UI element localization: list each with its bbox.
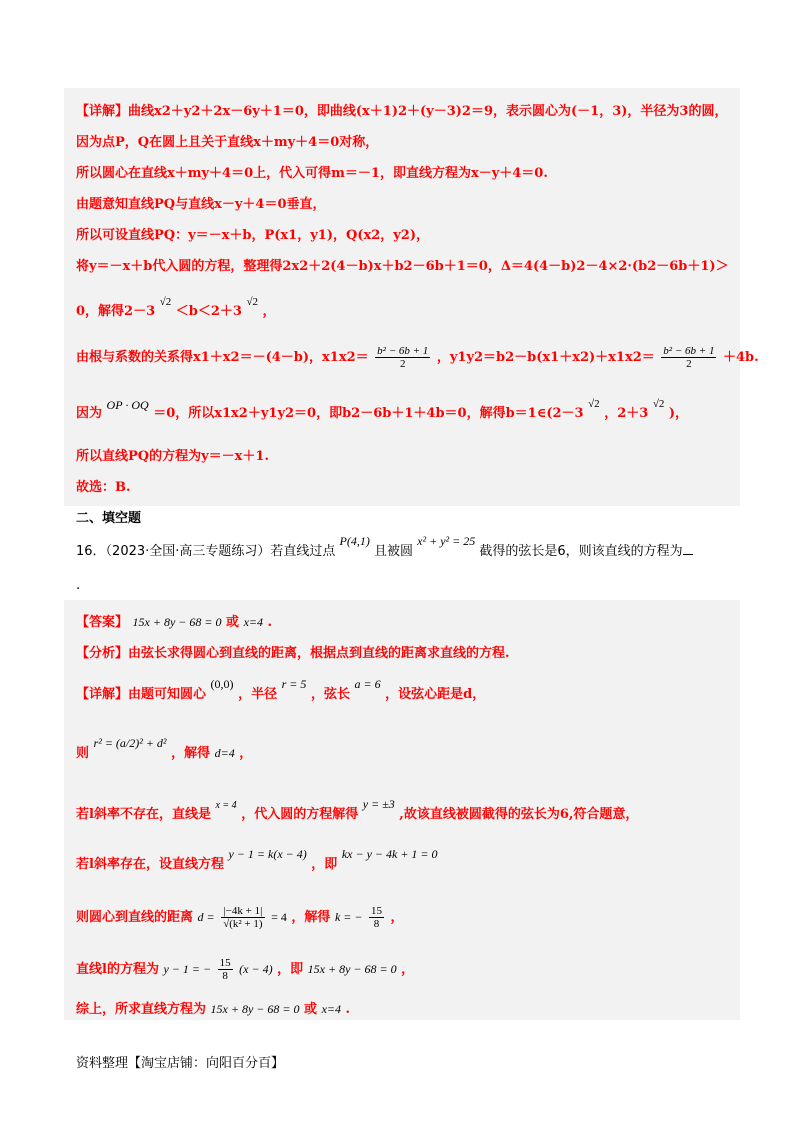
text-segment: ，解得 [171,746,211,761]
math-expression: y − 1 = − [163,962,212,976]
math-expression: 15x + 8y − 68 = 0 [307,962,397,976]
detail-line-2: 因为点P，Q在圆上且关于直线x＋my＋4＝0对称， [76,135,379,150]
question-16 [76,534,693,559]
sqrt-expression: √2 [652,398,665,410]
math-expression: x=4 [243,615,264,629]
text-segment: 若l斜率不存在，直线是 [76,807,211,822]
detail-line-10: 所以直线PQ的方程为y＝－x＋1. [76,449,269,464]
text-segment: )， [668,406,689,421]
text-segment: 由根与系数的关系得x1＋x2＝－(4－b)，x1x2＝ [76,350,369,365]
math-expression: d = [197,910,215,924]
text-segment: 或 [226,615,240,630]
section-title: 二、填空题 [76,511,142,526]
text-segment: ， [262,304,276,319]
question-dot: . [76,578,81,593]
detail2-line-6 [76,957,414,982]
fraction: $\frac{\text{b² − 6b + 1}}{2}$ [377,345,429,370]
text-segment: ，弦长 [310,687,350,702]
text-segment: 【详解】由题可知圆心 [76,687,207,702]
text-segment: 截得的弦长是6，则该直线的方程为 [479,544,683,559]
text-segment: ， [401,962,415,977]
text-segment: 若l斜率存在，设直线方程 [76,857,224,872]
math-expression: kx − y − 4k + 1 = 0 [341,847,438,861]
text-segment: ，2＋3 [604,406,649,421]
detail-line-4: 由题意知直线PQ与直线x－y＋4＝0垂直， [76,197,326,212]
math-expression: d=4 [214,746,235,760]
detail-line-6: 将y＝－x＋b代入圆的方程，整理得2x2＋2(4－b)x＋b2－6b＋1＝0，Δ＝4(4－b)2－4×2·(b2－6b＋1)＞ [76,259,729,274]
text-segment: . [267,615,273,630]
text-segment: ，半径 [238,687,278,702]
detail2-line-3 [76,797,639,822]
text-segment: ，即 [277,962,304,977]
text-segment: ，解得 [291,910,331,925]
math-expression: (x − 4) [239,962,273,976]
circle-equation: x² + y² = 25 [417,534,476,548]
math-expression: 15x + 8y − 68 = 0 [210,1002,300,1016]
detail2-line-7 [76,998,350,1017]
detail2-line-2 [76,736,253,761]
math-expression: y = ±3 [362,797,395,811]
text-segment: 因为 [76,406,103,421]
detail2-line-1 [76,677,486,702]
math-expression: r = 5 [281,677,307,691]
sqrt-expression: √2 [588,398,600,410]
answer-blank [683,554,693,555]
detail-line-8 [76,345,759,370]
detail-line-9 [76,398,689,421]
sqrt-expression: √2 [159,296,172,308]
text-segment: . [345,1002,351,1017]
math-expression: x = 4 [215,800,237,811]
sqrt-expression: √2 [246,296,259,308]
text-segment: ， [390,910,404,925]
detail-line-1: 【详解】曲线x2＋y2＋2x－6y＋1＝0，即曲线(x＋1)2＋(y－3)2＝9，表示圆心为(－1，3)，半径为3的圆， [76,104,728,119]
detail-line-11: 故选：B. [76,480,131,495]
fraction: $\frac{\text{b² − 6b + 1}}{2}$ [663,345,715,370]
fraction: $\frac{|-4k + 1|}{\text{√(k² + 1)}}$ [223,905,263,930]
text-segment: 综上，所求直线方程为 [76,1002,207,1017]
text-segment: ,故该直线被圆截得的弦长为6,符合题意， [399,807,639,822]
detail-line-7 [76,296,276,319]
math-expression: x=4 [321,1002,342,1016]
text-segment: ，代入圆的方程解得 [241,807,359,822]
point-expression: P(4,1) [339,534,370,548]
text-segment: 16．（2023·全国·高三专题练习）若直线过点 [76,544,336,559]
answer-line [76,611,272,630]
text-segment: ，y1y2＝b2－b(x1＋x2)＋x1x2＝ [436,350,655,365]
text-segment: 则 [76,746,90,761]
text-segment: 或 [304,1002,318,1017]
detail-line-5: 所以可设直线PQ：y＝－x＋b，P(x1，y1)，Q(x2，y2)， [76,228,429,243]
text-segment: ＜b＜2＋3 [175,304,242,319]
footer-note: 资料整理【淘宝店铺：向阳百分百】 [76,1056,285,1071]
math-expression: y − 1 = k(x − 4) [228,847,307,861]
answer-label: 【答案】 [76,615,129,630]
math-expression: a = 6 [354,677,381,691]
math-expression: = 4 [271,910,287,924]
text-segment: ＋4b. [722,350,759,365]
detail2-line-5 [76,905,404,930]
math-expression: r² = (a/2)² + d² [93,736,167,750]
text-segment: 直线l的方程为 [76,962,159,977]
text-segment: ，即 [311,857,338,872]
text-segment: 0，解得2－3 [76,304,156,319]
vector-dot-product: OP · OQ [106,398,149,412]
text-segment: ＝0，所以x1x2＋y1y2＝0，即b2－6b＋1＋4b＝0，解得b＝1∈(2－3 [153,406,584,421]
fraction: $\frac{15}{8}$ [219,957,231,982]
detail-line-3: 所以圆心在直线x＋my＋4＝0上，代入可得m＝－1，即直线方程为x－y＋4＝0. [76,166,548,181]
detail2-line-4 [76,847,438,872]
analysis-line: 【分析】由弦长求得圆心到直线的距离，根据点到直线的距离求直线的方程. [76,646,510,661]
text-segment: 则圆心到直线的距离 [76,910,194,925]
text-segment: ，设弦心距是d， [385,687,486,702]
math-expression: 15x + 8y − 68 = 0 [132,615,222,629]
math-expression: (0,0) [210,677,234,691]
text-segment: ， [239,746,253,761]
text-segment: 且被圆 [374,544,414,559]
math-expression: k = − [334,910,363,924]
fraction: $\frac{15}{8}$ [371,905,383,930]
